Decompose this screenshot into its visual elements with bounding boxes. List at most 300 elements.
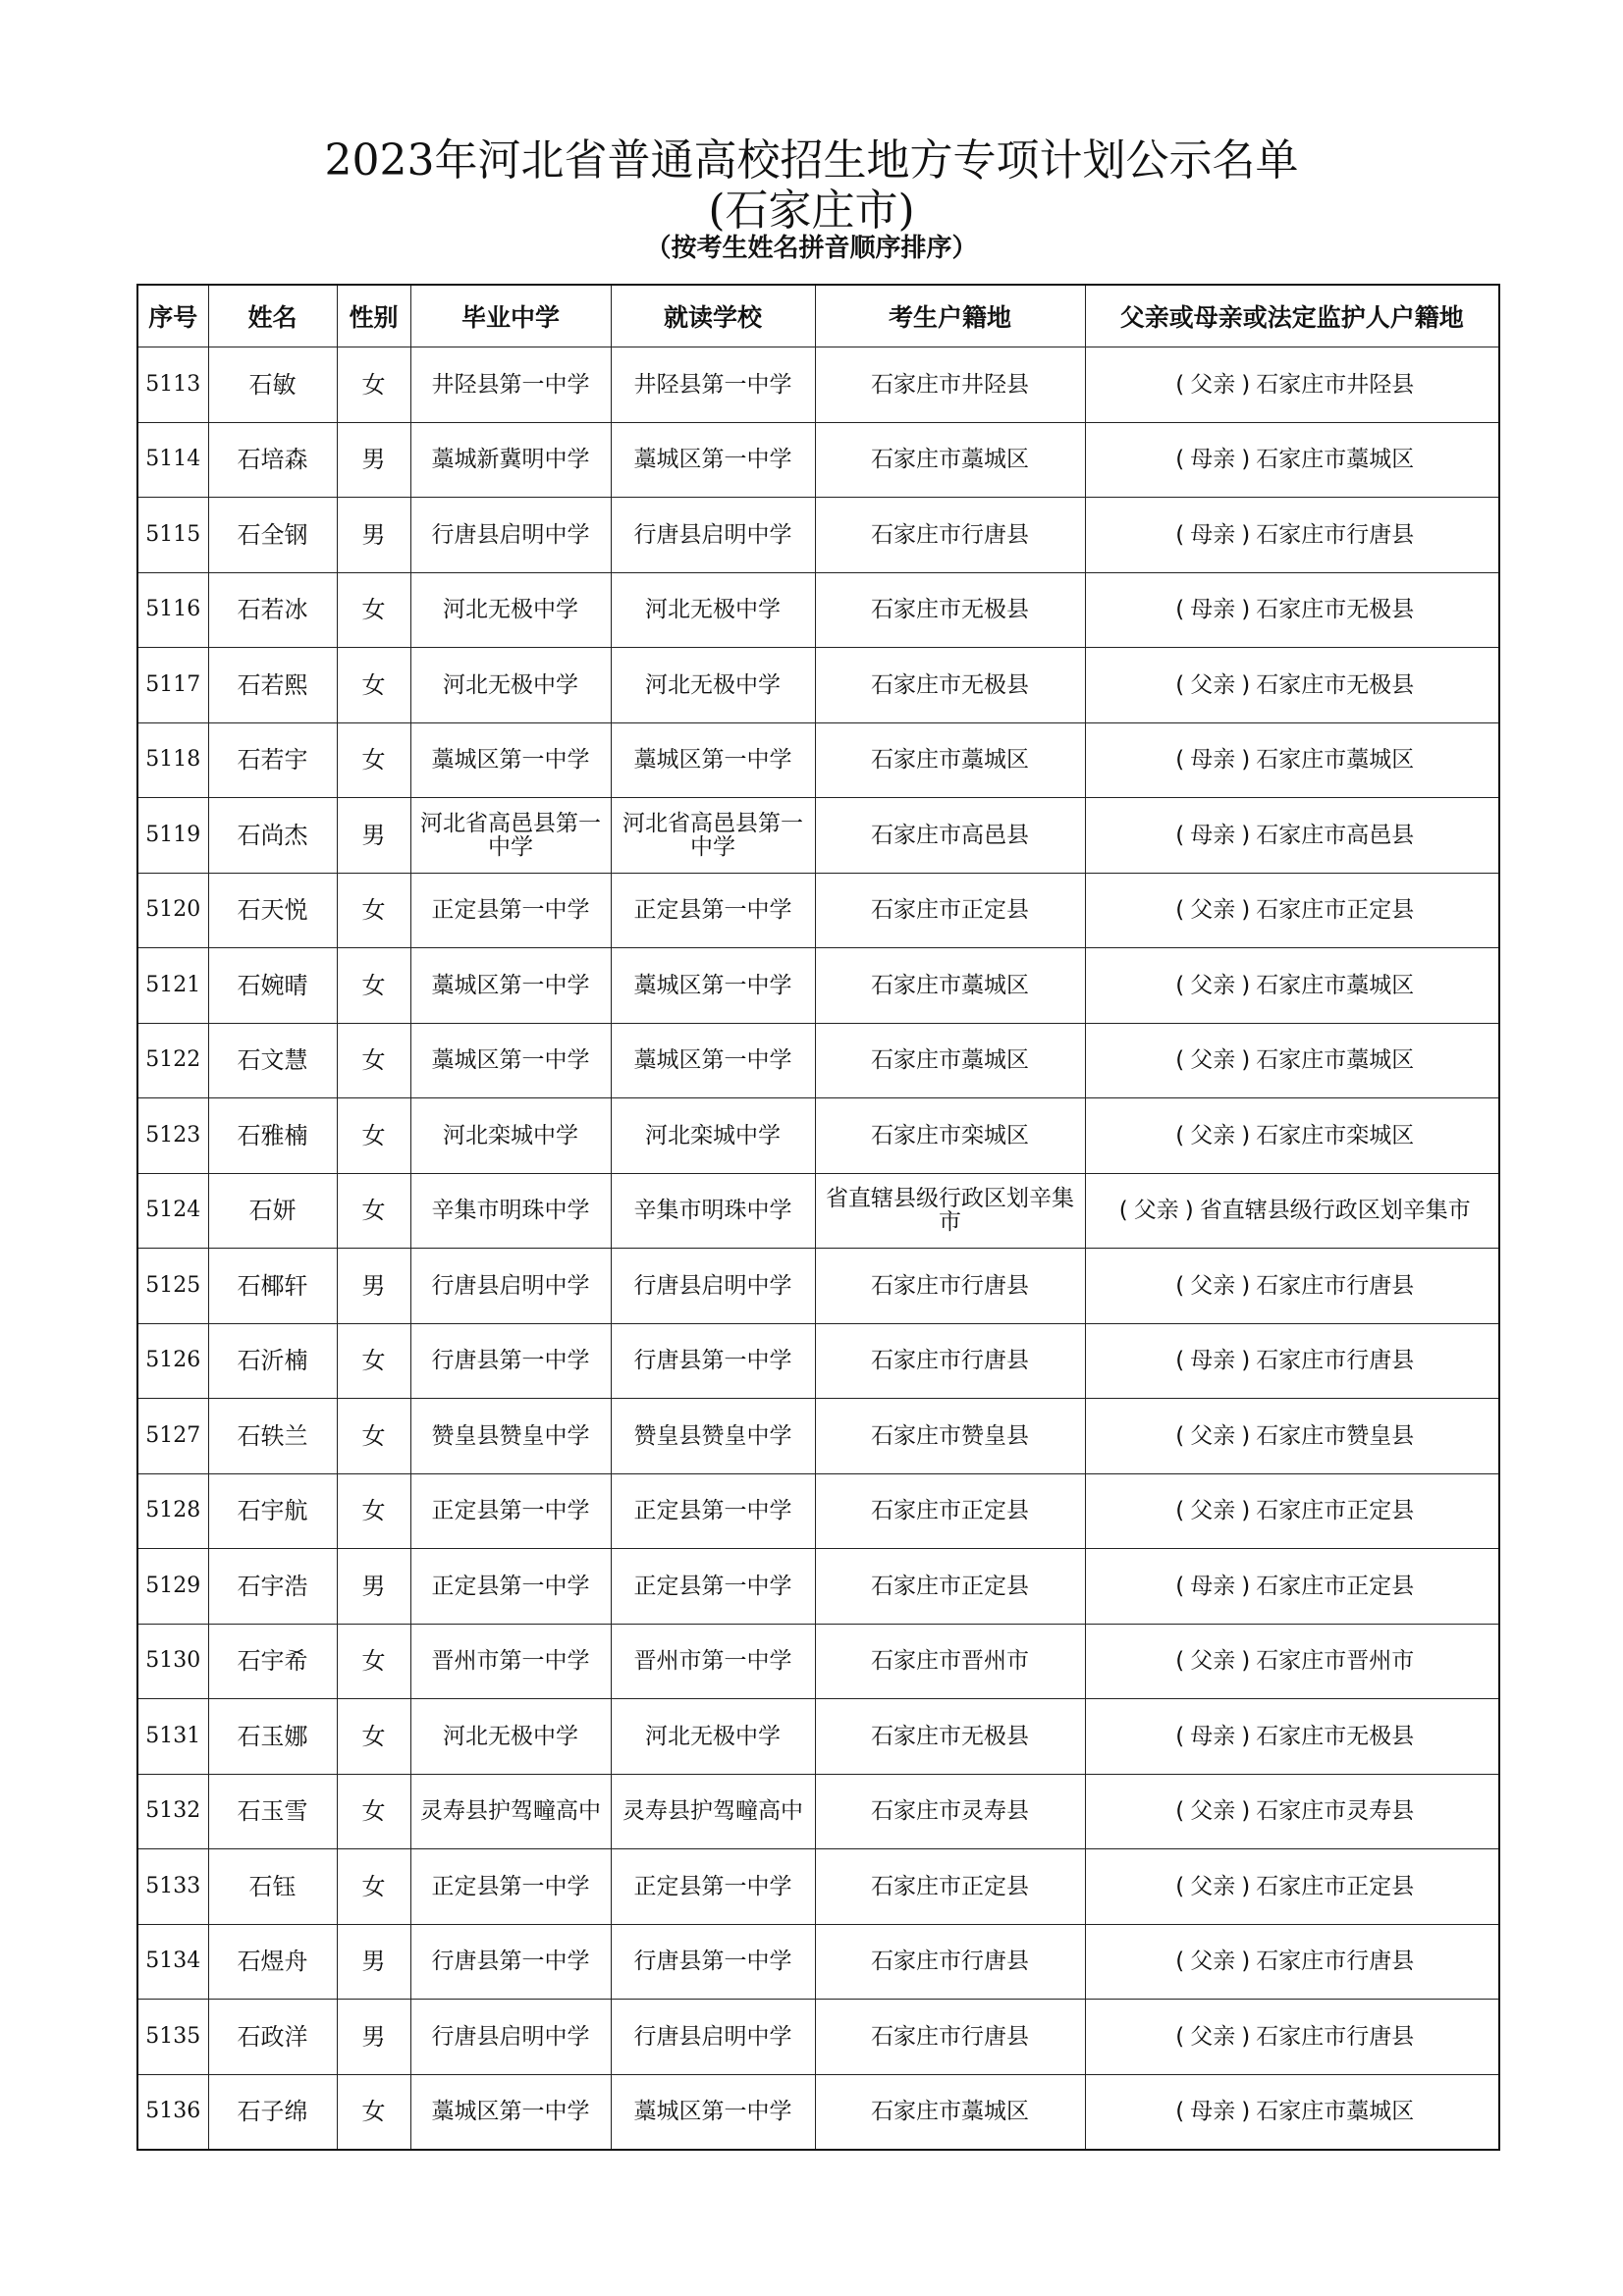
guardian-hukou: 石家庄市行唐县 — [1256, 1949, 1415, 1975]
cell-guardian — [1085, 1249, 1499, 1324]
paren-open: ( — [1175, 1648, 1185, 1675]
page-title: 2023年河北省普通高校招生地方专项计划公示名单 — [324, 135, 1299, 186]
paren-close: ) — [1241, 1723, 1251, 1749]
cell-grad-school: 行唐县启明中学 — [410, 2000, 611, 2075]
cell-gender: 女 — [337, 1473, 410, 1549]
paren-close: ) — [1241, 1122, 1251, 1148]
guardian-relation: 父亲 — [1190, 2023, 1236, 2050]
cell-gender: 女 — [337, 873, 410, 948]
cell-hukou: 石家庄市行唐县 — [815, 498, 1085, 573]
guardian-relation: 母亲 — [1190, 1723, 1236, 1749]
paren-close: ) — [1241, 1798, 1251, 1825]
cell-name: 石全钢 — [208, 498, 337, 573]
table-row — [137, 1249, 1499, 1324]
cell-current-school: 行唐县启明中学 — [611, 498, 815, 573]
cell-name: 石轶兰 — [208, 1399, 337, 1474]
paren-open: ( — [1175, 897, 1185, 924]
guardian-hukou: 石家庄市藁城区 — [1256, 2099, 1415, 2125]
table-row — [137, 1173, 1499, 1249]
guardian-relation: 父亲 — [1190, 1422, 1236, 1449]
cell-hukou: 石家庄市藁城区 — [815, 948, 1085, 1024]
cell-gender: 男 — [337, 2000, 410, 2075]
paren-close: ) — [1241, 1648, 1251, 1675]
paren-open: ( — [1175, 447, 1185, 473]
guardian-hukou: 石家庄市正定县 — [1256, 1573, 1415, 1599]
cell-seq: 5116 — [137, 572, 208, 648]
cell-seq: 5123 — [137, 1098, 208, 1174]
cell-grad-school: 河北无极中学 — [410, 648, 611, 723]
cell-name: 石钰 — [208, 1849, 337, 1925]
cell-gender: 女 — [337, 1173, 410, 1249]
paren-open: ( — [1175, 1422, 1185, 1449]
paren-close: ) — [1241, 671, 1251, 698]
cell-seq: 5127 — [137, 1399, 208, 1474]
cell-grad-school: 藁城区第一中学 — [410, 948, 611, 1024]
cell-name: 石玉雪 — [208, 1774, 337, 1849]
paren-open: ( — [1175, 747, 1185, 774]
table-row — [137, 1849, 1499, 1925]
cell-guardian — [1085, 1699, 1499, 1775]
cell-gender: 男 — [337, 498, 410, 573]
cell-current-school: 晋州市第一中学 — [611, 1624, 815, 1699]
paren-open: ( — [1175, 1498, 1185, 1524]
cell-grad-school: 正定县第一中学 — [410, 1473, 611, 1549]
paren-close: ) — [1241, 2023, 1251, 2050]
guardian-hukou: 石家庄市正定县 — [1256, 1498, 1415, 1524]
cell-current-school: 藁城区第一中学 — [611, 1023, 815, 1098]
guardian-relation: 父亲 — [1190, 1648, 1236, 1675]
paren-close: ) — [1241, 897, 1251, 924]
cell-guardian — [1085, 498, 1499, 573]
cell-guardian — [1085, 948, 1499, 1024]
guardian-relation: 父亲 — [1190, 1498, 1236, 1524]
cell-seq: 5133 — [137, 1849, 208, 1925]
paren-open: ( — [1175, 972, 1185, 998]
guardian-hukou: 石家庄市赞皇县 — [1256, 1422, 1415, 1449]
col-header-name: 姓名 — [208, 285, 337, 347]
cell-grad-school: 行唐县第一中学 — [410, 1323, 611, 1399]
cell-gender: 男 — [337, 798, 410, 874]
table-row — [137, 1323, 1499, 1399]
cell-grad-school: 藁城区第一中学 — [410, 2074, 611, 2150]
paren-open: ( — [1175, 671, 1185, 698]
cell-current-school: 藁城区第一中学 — [611, 422, 815, 498]
cell-name: 石椰轩 — [208, 1249, 337, 1324]
paren-open: ( — [1175, 1573, 1185, 1599]
cell-seq: 5119 — [137, 798, 208, 874]
guardian-hukou: 石家庄市行唐县 — [1256, 521, 1415, 548]
cell-hukou: 石家庄市无极县 — [815, 648, 1085, 723]
cell-guardian — [1085, 798, 1499, 874]
table-row — [137, 422, 1499, 498]
guardian-relation: 父亲 — [1190, 1122, 1236, 1148]
cell-hukou: 石家庄市正定县 — [815, 1549, 1085, 1625]
cell-guardian — [1085, 2000, 1499, 2075]
cell-hukou: 石家庄市藁城区 — [815, 422, 1085, 498]
cell-gender: 女 — [337, 1323, 410, 1399]
paren-open: ( — [1118, 1198, 1128, 1224]
cell-name: 石文慧 — [208, 1023, 337, 1098]
paren-close: ) — [1241, 1949, 1251, 1975]
table-row — [137, 498, 1499, 573]
table-row — [137, 1098, 1499, 1174]
cell-grad-school: 藁城新冀明中学 — [410, 422, 611, 498]
cell-hukou: 石家庄市无极县 — [815, 1699, 1085, 1775]
cell-current-school: 藁城区第一中学 — [611, 2074, 815, 2150]
guardian-hukou: 石家庄市藁城区 — [1256, 447, 1415, 473]
cell-name: 石若冰 — [208, 572, 337, 648]
cell-gender: 女 — [337, 2074, 410, 2150]
cell-guardian — [1085, 873, 1499, 948]
cell-current-school: 河北栾城中学 — [611, 1098, 815, 1174]
paren-close: ) — [1241, 1047, 1251, 1074]
cell-seq: 5113 — [137, 347, 208, 423]
cell-gender: 女 — [337, 1774, 410, 1849]
cell-name: 石沂楠 — [208, 1323, 337, 1399]
cell-seq: 5126 — [137, 1323, 208, 1399]
cell-guardian — [1085, 1023, 1499, 1098]
cell-name: 石培森 — [208, 422, 337, 498]
cell-seq: 5114 — [137, 422, 208, 498]
cell-grad-school: 辛集市明珠中学 — [410, 1173, 611, 1249]
cell-grad-school: 藁城区第一中学 — [410, 1023, 611, 1098]
cell-seq: 5128 — [137, 1473, 208, 1549]
cell-name: 石政洋 — [208, 2000, 337, 2075]
cell-name: 石宇航 — [208, 1473, 337, 1549]
cell-current-school: 井陉县第一中学 — [611, 347, 815, 423]
paren-close: ) — [1184, 1198, 1194, 1224]
paren-open: ( — [1175, 521, 1185, 548]
cell-seq: 5130 — [137, 1624, 208, 1699]
cell-hukou: 石家庄市灵寿县 — [815, 1774, 1085, 1849]
cell-grad-school: 行唐县启明中学 — [410, 498, 611, 573]
cell-current-school: 河北无极中学 — [611, 1699, 815, 1775]
guardian-hukou: 石家庄市栾城区 — [1256, 1122, 1415, 1148]
guardian-hukou: 石家庄市正定县 — [1256, 897, 1415, 924]
cell-seq: 5121 — [137, 948, 208, 1024]
cell-seq: 5135 — [137, 2000, 208, 2075]
guardian-relation: 母亲 — [1190, 747, 1236, 774]
cell-hukou: 石家庄市藁城区 — [815, 2074, 1085, 2150]
paren-close: ) — [1241, 822, 1251, 848]
col-header-gender: 性别 — [337, 285, 410, 347]
guardian-relation: 父亲 — [1190, 1798, 1236, 1825]
guardian-relation: 父亲 — [1190, 371, 1236, 398]
table-row — [137, 347, 1499, 423]
paren-close: ) — [1241, 2099, 1251, 2125]
cell-hukou: 石家庄市藁城区 — [815, 1023, 1085, 1098]
cell-gender: 女 — [337, 948, 410, 1024]
guardian-hukou: 石家庄市正定县 — [1256, 1873, 1415, 1899]
paren-open: ( — [1175, 1873, 1185, 1899]
cell-grad-school: 正定县第一中学 — [410, 1849, 611, 1925]
paren-open: ( — [1175, 1272, 1185, 1299]
cell-hukou: 省直辖县级行政区划辛集市 — [815, 1173, 1085, 1249]
table-row — [137, 2074, 1499, 2150]
cell-current-school: 藁城区第一中学 — [611, 722, 815, 798]
guardian-relation: 父亲 — [1190, 1047, 1236, 1074]
cell-name: 石若熙 — [208, 648, 337, 723]
guardian-relation: 母亲 — [1190, 447, 1236, 473]
paren-close: ) — [1241, 1498, 1251, 1524]
cell-guardian — [1085, 1624, 1499, 1699]
cell-guardian — [1085, 1098, 1499, 1174]
cell-guardian — [1085, 1473, 1499, 1549]
table-row — [137, 873, 1499, 948]
cell-gender: 女 — [337, 648, 410, 723]
cell-guardian — [1085, 347, 1499, 423]
cell-seq: 5122 — [137, 1023, 208, 1098]
cell-guardian — [1085, 1549, 1499, 1625]
cell-hukou: 石家庄市晋州市 — [815, 1624, 1085, 1699]
cell-name: 石宇浩 — [208, 1549, 337, 1625]
guardian-hukou: 石家庄市行唐县 — [1256, 1348, 1415, 1374]
cell-seq: 5131 — [137, 1699, 208, 1775]
page-subtitle: (石家庄市) — [708, 186, 915, 236]
guardian-hukou: 石家庄市行唐县 — [1256, 1272, 1415, 1299]
cell-current-school: 正定县第一中学 — [611, 1473, 815, 1549]
guardian-hukou: 石家庄市藁城区 — [1256, 1047, 1415, 1074]
guardian-hukou: 石家庄市无极县 — [1256, 671, 1415, 698]
cell-name: 石婉晴 — [208, 948, 337, 1024]
cell-guardian — [1085, 1924, 1499, 2000]
cell-gender: 女 — [337, 1699, 410, 1775]
table-row — [137, 1924, 1499, 2000]
cell-guardian — [1085, 648, 1499, 723]
cell-hukou: 石家庄市行唐县 — [815, 1924, 1085, 2000]
cell-gender: 女 — [337, 572, 410, 648]
cell-grad-school: 行唐县启明中学 — [410, 1249, 611, 1324]
guardian-relation: 父亲 — [1190, 1873, 1236, 1899]
guardian-hukou: 石家庄市井陉县 — [1256, 371, 1415, 398]
col-header-guardian-hukou: 父亲或母亲或法定监护人户籍地 — [1085, 285, 1499, 347]
cell-hukou: 石家庄市高邑县 — [815, 798, 1085, 874]
paren-open: ( — [1175, 1949, 1185, 1975]
cell-guardian — [1085, 1774, 1499, 1849]
cell-grad-school: 晋州市第一中学 — [410, 1624, 611, 1699]
cell-name: 石玉娜 — [208, 1699, 337, 1775]
cell-grad-school: 正定县第一中学 — [410, 1549, 611, 1625]
paren-close: ) — [1241, 1422, 1251, 1449]
paren-open: ( — [1175, 1723, 1185, 1749]
cell-gender: 女 — [337, 1624, 410, 1699]
paren-open: ( — [1175, 1122, 1185, 1148]
cell-gender: 女 — [337, 1098, 410, 1174]
cell-grad-school: 河北省高邑县第一中学 — [410, 798, 611, 874]
col-header-hukou: 考生户籍地 — [815, 285, 1085, 347]
cell-seq: 5134 — [137, 1924, 208, 2000]
cell-grad-school: 正定县第一中学 — [410, 873, 611, 948]
cell-guardian — [1085, 1173, 1499, 1249]
cell-grad-school: 河北无极中学 — [410, 1699, 611, 1775]
paren-close: ) — [1241, 1573, 1251, 1599]
cell-name: 石子绵 — [208, 2074, 337, 2150]
guardian-relation: 母亲 — [1190, 1573, 1236, 1599]
guardian-relation: 母亲 — [1190, 597, 1236, 623]
cell-grad-school: 行唐县第一中学 — [410, 1924, 611, 2000]
col-header-grad-school: 毕业中学 — [410, 285, 611, 347]
guardian-relation: 母亲 — [1190, 822, 1236, 848]
paren-close: ) — [1241, 447, 1251, 473]
paren-close: ) — [1241, 597, 1251, 623]
paren-open: ( — [1175, 2023, 1185, 2050]
cell-gender: 女 — [337, 722, 410, 798]
guardian-hukou: 石家庄市高邑县 — [1256, 822, 1415, 848]
col-header-current-school: 就读学校 — [611, 285, 815, 347]
paren-open: ( — [1175, 1798, 1185, 1825]
cell-grad-school: 井陉县第一中学 — [410, 347, 611, 423]
cell-gender: 女 — [337, 347, 410, 423]
paren-close: ) — [1241, 1272, 1251, 1299]
cell-hukou: 石家庄市行唐县 — [815, 2000, 1085, 2075]
cell-gender: 女 — [337, 1399, 410, 1474]
table-row — [137, 1624, 1499, 1699]
cell-gender: 女 — [337, 1849, 410, 1925]
guardian-relation: 父亲 — [1133, 1198, 1179, 1224]
cell-hukou: 石家庄市行唐县 — [815, 1323, 1085, 1399]
cell-name: 石宇希 — [208, 1624, 337, 1699]
table-row — [137, 1549, 1499, 1625]
guardian-relation: 父亲 — [1190, 1949, 1236, 1975]
cell-current-school: 行唐县启明中学 — [611, 2000, 815, 2075]
cell-seq: 5115 — [137, 498, 208, 573]
guardian-relation: 母亲 — [1190, 521, 1236, 548]
cell-current-school: 河北无极中学 — [611, 648, 815, 723]
paren-close: ) — [1241, 1348, 1251, 1374]
cell-current-school: 行唐县第一中学 — [611, 1323, 815, 1399]
cell-seq: 5132 — [137, 1774, 208, 1849]
cell-hukou: 石家庄市正定县 — [815, 873, 1085, 948]
cell-seq: 5124 — [137, 1173, 208, 1249]
cell-name: 石雅楠 — [208, 1098, 337, 1174]
cell-guardian — [1085, 572, 1499, 648]
cell-grad-school: 赞皇县赞皇中学 — [410, 1399, 611, 1474]
cell-current-school: 灵寿县护驾疃高中 — [611, 1774, 815, 1849]
cell-current-school: 河北无极中学 — [611, 572, 815, 648]
cell-hukou: 石家庄市井陉县 — [815, 347, 1085, 423]
cell-guardian — [1085, 1399, 1499, 1474]
paren-close: ) — [1241, 521, 1251, 548]
cell-hukou: 石家庄市行唐县 — [815, 1249, 1085, 1324]
table-row — [137, 1473, 1499, 1549]
cell-name: 石若宇 — [208, 722, 337, 798]
cell-current-school: 藁城区第一中学 — [611, 948, 815, 1024]
cell-hukou: 石家庄市藁城区 — [815, 722, 1085, 798]
paren-open: ( — [1175, 1348, 1185, 1374]
cell-gender: 男 — [337, 1249, 410, 1324]
cell-grad-school: 河北栾城中学 — [410, 1098, 611, 1174]
paren-close: ) — [1241, 972, 1251, 998]
cell-current-school: 赞皇县赞皇中学 — [611, 1399, 815, 1474]
guardian-relation: 父亲 — [1190, 897, 1236, 924]
paren-open: ( — [1175, 822, 1185, 848]
table-row — [137, 1023, 1499, 1098]
cell-current-school: 正定县第一中学 — [611, 1549, 815, 1625]
table-row — [137, 1774, 1499, 1849]
guardian-relation: 父亲 — [1190, 1272, 1236, 1299]
cell-guardian — [1085, 1323, 1499, 1399]
paren-open: ( — [1175, 2099, 1185, 2125]
table-row — [137, 2000, 1499, 2075]
col-header-seq: 序号 — [137, 285, 208, 347]
paren-open: ( — [1175, 371, 1185, 398]
cell-name: 石煜舟 — [208, 1924, 337, 2000]
cell-name: 石妍 — [208, 1173, 337, 1249]
cell-current-school: 行唐县启明中学 — [611, 1249, 815, 1324]
cell-name: 石天悦 — [208, 873, 337, 948]
cell-current-school: 行唐县第一中学 — [611, 1924, 815, 2000]
paren-open: ( — [1175, 597, 1185, 623]
cell-hukou: 石家庄市正定县 — [815, 1849, 1085, 1925]
cell-current-school: 正定县第一中学 — [611, 1849, 815, 1925]
table-header-row — [137, 285, 1499, 347]
paren-close: ) — [1241, 1873, 1251, 1899]
table-row — [137, 948, 1499, 1024]
cell-guardian — [1085, 722, 1499, 798]
guardian-hukou: 石家庄市灵寿县 — [1256, 1798, 1415, 1825]
cell-name: 石敏 — [208, 347, 337, 423]
table-row — [137, 572, 1499, 648]
cell-hukou: 石家庄市正定县 — [815, 1473, 1085, 1549]
cell-grad-school: 藁城区第一中学 — [410, 722, 611, 798]
guardian-hukou: 石家庄市无极县 — [1256, 1723, 1415, 1749]
guardian-hukou: 石家庄市藁城区 — [1256, 747, 1415, 774]
table-row — [137, 648, 1499, 723]
guardian-relation: 母亲 — [1190, 2099, 1236, 2125]
table-row — [137, 1399, 1499, 1474]
cell-seq: 5118 — [137, 722, 208, 798]
cell-hukou: 石家庄市赞皇县 — [815, 1399, 1085, 1474]
cell-seq: 5136 — [137, 2074, 208, 2150]
cell-seq: 5120 — [137, 873, 208, 948]
guardian-relation: 父亲 — [1190, 972, 1236, 998]
cell-current-school: 正定县第一中学 — [611, 873, 815, 948]
cell-gender: 男 — [337, 422, 410, 498]
cell-seq: 5129 — [137, 1549, 208, 1625]
guardian-hukou: 石家庄市行唐县 — [1256, 2023, 1415, 2050]
cell-grad-school: 河北无极中学 — [410, 572, 611, 648]
cell-guardian — [1085, 2074, 1499, 2150]
paren-close: ) — [1241, 371, 1251, 398]
guardian-hukou: 石家庄市晋州市 — [1256, 1648, 1415, 1675]
paren-close: ) — [1241, 747, 1251, 774]
cell-gender: 男 — [337, 1924, 410, 2000]
cell-gender: 女 — [337, 1023, 410, 1098]
table-row — [137, 798, 1499, 874]
cell-name: 石尚杰 — [208, 798, 337, 874]
cell-seq: 5125 — [137, 1249, 208, 1324]
cell-current-school: 辛集市明珠中学 — [611, 1173, 815, 1249]
table-row — [137, 722, 1499, 798]
cell-hukou: 石家庄市无极县 — [815, 572, 1085, 648]
paren-open: ( — [1175, 1047, 1185, 1074]
table-row — [137, 1699, 1499, 1775]
guardian-relation: 母亲 — [1190, 1348, 1236, 1374]
guardian-hukou: 省直辖县级行政区划辛集市 — [1199, 1198, 1471, 1224]
guardian-relation: 父亲 — [1190, 671, 1236, 698]
cell-gender: 男 — [337, 1549, 410, 1625]
guardian-hukou: 石家庄市无极县 — [1256, 597, 1415, 623]
cell-hukou: 石家庄市栾城区 — [815, 1098, 1085, 1174]
cell-current-school: 河北省高邑县第一中学 — [611, 798, 815, 874]
guardian-hukou: 石家庄市藁城区 — [1256, 972, 1415, 998]
admission-list-table — [136, 284, 1500, 2151]
cell-guardian — [1085, 422, 1499, 498]
cell-guardian — [1085, 1849, 1499, 1925]
cell-seq: 5117 — [137, 648, 208, 723]
cell-grad-school: 灵寿县护驾疃高中 — [410, 1774, 611, 1849]
sort-note: （按考生姓名拼音顺序排序） — [645, 234, 978, 263]
